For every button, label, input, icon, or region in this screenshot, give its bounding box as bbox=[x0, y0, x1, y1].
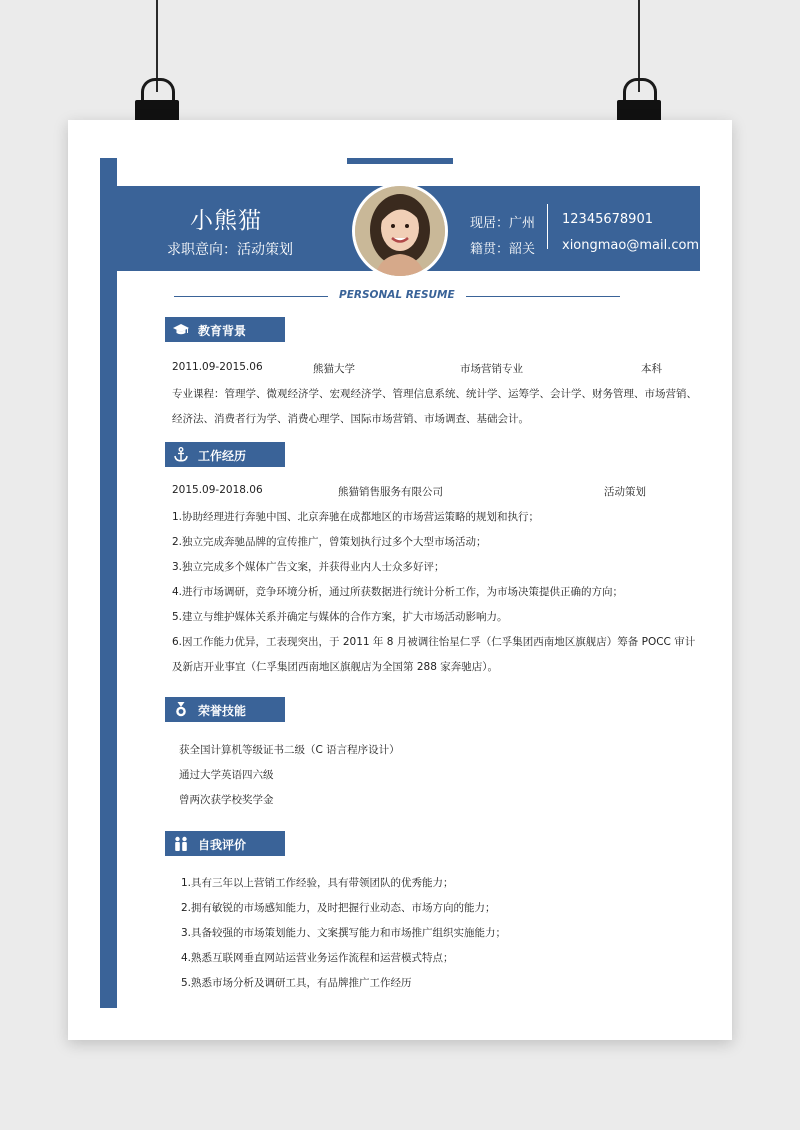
graduation-cap-icon bbox=[173, 322, 189, 337]
phone-number: 12345678901 bbox=[562, 212, 653, 227]
banner-rule-left bbox=[174, 296, 328, 297]
section-work bbox=[165, 442, 285, 467]
banner-rule-right bbox=[466, 296, 620, 297]
education-title: 教育背景 bbox=[198, 324, 247, 338]
work-title: 工作经历 bbox=[198, 449, 247, 463]
section-self-evaluation bbox=[165, 831, 285, 856]
work-item: 6.因工作能力优异，工表现突出，于 2011 年 8 月被调往怡星仁孚（仁孚集团西南地区旗舰店）筹备 POCC 审计 bbox=[172, 636, 696, 648]
work-period: 2015.09-2018.06 bbox=[172, 484, 263, 496]
education-degree: 本科 bbox=[641, 363, 662, 375]
work-item: 4.进行市场调研，竞争环境分析，通过所获数据进行统计分析工作，为市场决策提供正确的方向； bbox=[172, 586, 624, 598]
hometown: 籍贯：韶关 bbox=[470, 242, 536, 257]
education-period: 2011.09-2015.06 bbox=[172, 361, 263, 373]
work-item: 1.协助经理进行奔驰中国、北京奔驰在成都地区的市场营运策略的规划和执行； bbox=[172, 511, 540, 523]
medal-icon bbox=[173, 702, 189, 717]
honor-item: 通过大学英语四六级 bbox=[179, 769, 274, 781]
education-school: 熊猫大学 bbox=[313, 363, 355, 375]
section-education bbox=[165, 317, 285, 342]
binder-clip-left bbox=[135, 0, 179, 140]
left-accent-bar bbox=[100, 158, 117, 1008]
top-accent-tab bbox=[347, 158, 453, 164]
current-location: 现居：广州 bbox=[470, 216, 536, 231]
job-intent: 求职意向：活动策划 bbox=[167, 242, 293, 258]
education-courses-line2: 经济法、消费者行为学、消费心理学、国际市场营销、市场调查、基础会计。 bbox=[172, 413, 529, 425]
email-address: xiongmao@mail.com bbox=[562, 238, 700, 253]
honor-item: 获全国计算机等级证书二级（C 语言程序设计） bbox=[179, 744, 400, 756]
self-eval-item: 5.熟悉市场分析及调研工具，有品牌推广工作经历 bbox=[181, 977, 412, 989]
education-major: 市场营销专业 bbox=[460, 363, 523, 375]
personal-resume-banner: PERSONAL RESUME bbox=[339, 289, 455, 301]
section-honors bbox=[165, 697, 285, 722]
self-evaluation-title: 自我评价 bbox=[198, 838, 247, 852]
honors-title: 荣誉技能 bbox=[198, 704, 247, 718]
self-eval-item: 2.拥有敏锐的市场感知能力，及时把握行业动态、市场方向的能力； bbox=[181, 902, 496, 914]
anchor-icon bbox=[173, 447, 189, 462]
self-eval-item: 3.具备较强的市场策划能力、文案撰写能力和市场推广组织实施能力； bbox=[181, 927, 507, 939]
avatar bbox=[352, 183, 448, 279]
work-company: 熊猫销售服务有限公司 bbox=[338, 486, 443, 498]
binder-clip-right bbox=[617, 0, 661, 140]
work-role: 活动策划 bbox=[604, 486, 646, 498]
header-divider bbox=[547, 204, 548, 249]
resume-page bbox=[68, 120, 732, 1040]
work-item: 5.建立与维护媒体关系并确定与媒体的合作方案，扩大市场活动影响力。 bbox=[172, 611, 508, 623]
candidate-name: 小熊猫 bbox=[190, 208, 262, 234]
profile-header bbox=[117, 186, 700, 271]
self-eval-item: 1.具有三年以上营销工作经验，具有带领团队的优秀能力； bbox=[181, 877, 454, 889]
honor-item: 曾两次获学校奖学金 bbox=[179, 794, 274, 806]
self-eval-item: 4.熟悉互联网垂直网站运营业务运作流程和运营模式特点； bbox=[181, 952, 454, 964]
education-courses-line1: 专业课程：管理学、微观经济学、宏观经济学、管理信息系统、统计学、运筹学、会计学、财务管理、市场营销、 bbox=[172, 388, 697, 400]
work-item: 2.独立完成奔驰品牌的宣传推广，曾策划执行过多个大型市场活动； bbox=[172, 536, 487, 548]
work-item: 及新店开业事宜（仁孚集团西南地区旗舰店为全国第 288 家奔驰店）。 bbox=[172, 661, 498, 673]
work-item: 3.独立完成多个媒体广告文案，并获得业内人士众多好评； bbox=[172, 561, 445, 573]
people-icon bbox=[173, 836, 189, 851]
